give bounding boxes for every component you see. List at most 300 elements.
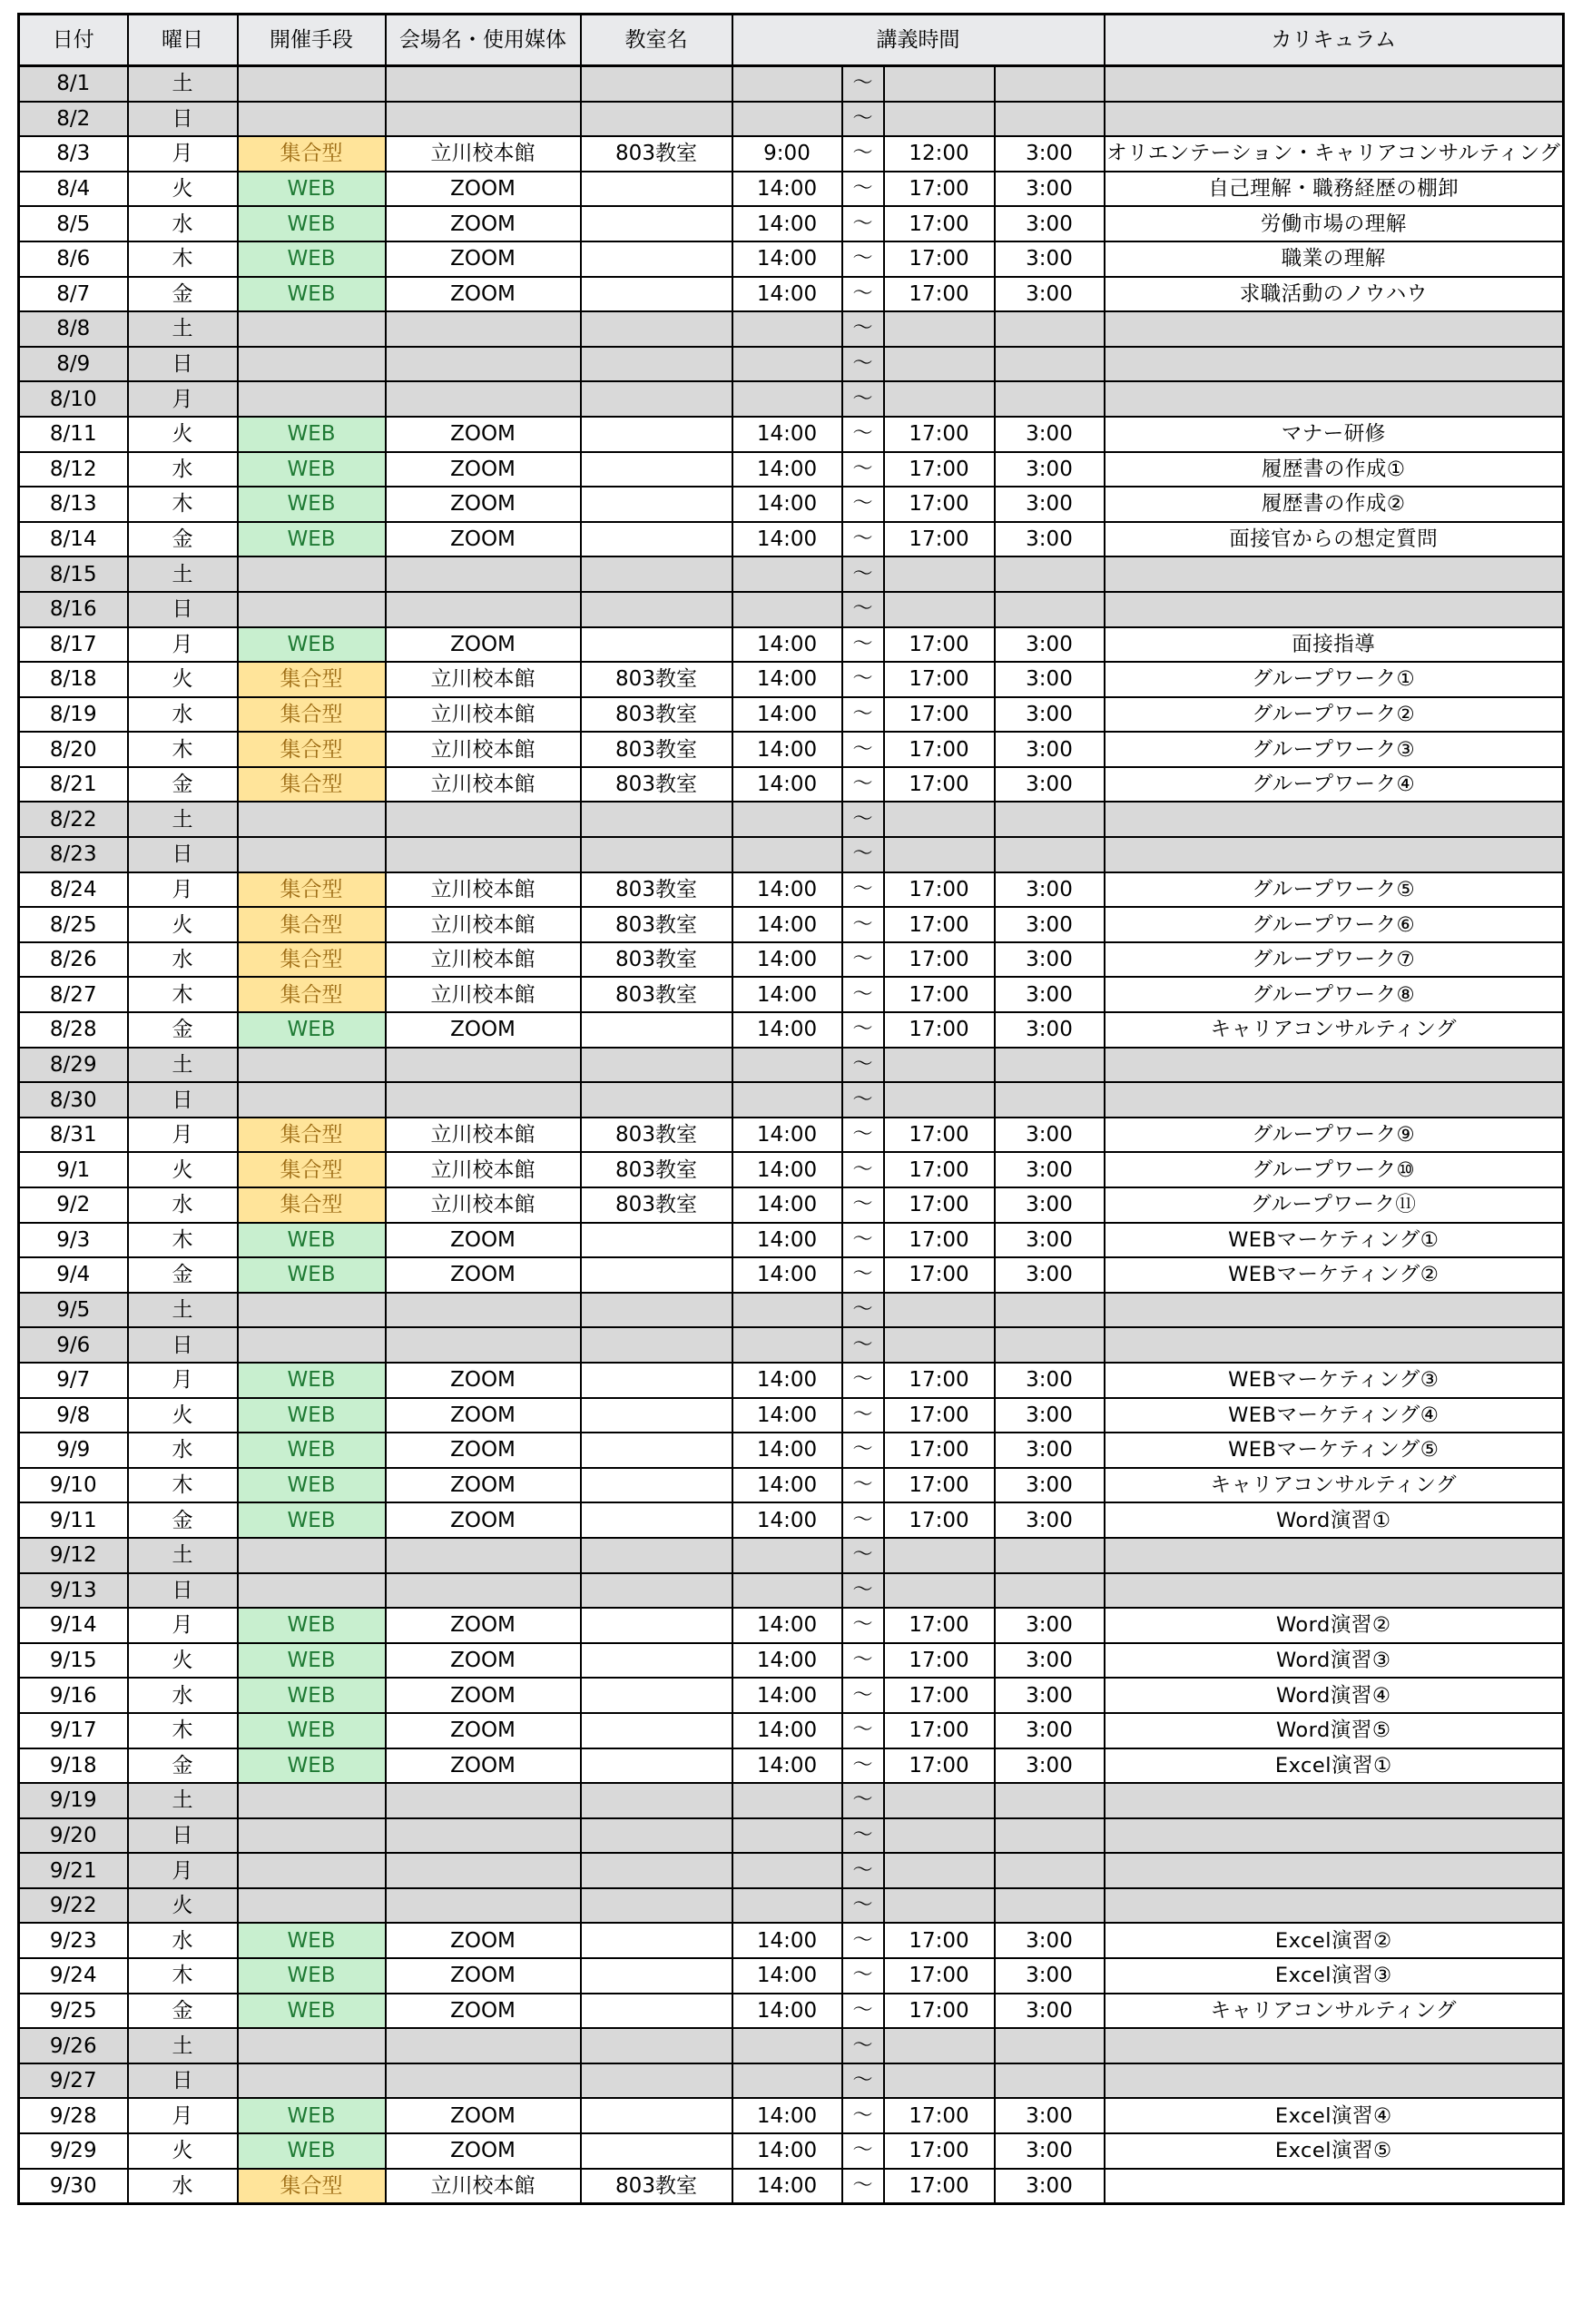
table-row bbox=[19, 662, 1564, 697]
date-cell: 8/21 bbox=[19, 767, 128, 803]
table-row bbox=[19, 241, 1564, 277]
room-cell bbox=[581, 1713, 732, 1748]
mode-cell bbox=[238, 592, 386, 627]
room-cell bbox=[581, 1994, 732, 2029]
room-cell: 803教室 bbox=[581, 136, 732, 172]
date-cell: 8/29 bbox=[19, 1048, 128, 1083]
time-separator: 〜 bbox=[842, 627, 884, 663]
venue-cell bbox=[386, 2028, 581, 2063]
mode-cell bbox=[238, 1293, 386, 1328]
date-cell: 9/26 bbox=[19, 2028, 128, 2063]
weekday-cell: 日 bbox=[128, 1573, 238, 1609]
venue-cell: ZOOM bbox=[386, 1433, 581, 1468]
room-cell bbox=[581, 1818, 732, 1854]
date-cell: 9/15 bbox=[19, 1643, 128, 1679]
table-row bbox=[19, 2098, 1564, 2133]
end-time-cell: 17:00 bbox=[884, 1223, 995, 1258]
start-time-cell bbox=[732, 1783, 842, 1818]
mode-cell bbox=[238, 311, 386, 347]
duration-cell bbox=[995, 102, 1105, 137]
curriculum-cell bbox=[1105, 1293, 1564, 1328]
mode-cell: 集合型 bbox=[238, 1152, 386, 1187]
time-separator: 〜 bbox=[842, 311, 884, 347]
mode-cell: WEB bbox=[238, 241, 386, 277]
duration-cell bbox=[995, 802, 1105, 837]
weekday-cell: 月 bbox=[128, 381, 238, 417]
duration-cell: 3:00 bbox=[995, 452, 1105, 487]
weekday-cell: 火 bbox=[128, 907, 238, 942]
venue-cell bbox=[386, 1048, 581, 1083]
date-cell: 8/11 bbox=[19, 417, 128, 452]
venue-cell bbox=[386, 1293, 581, 1328]
room-cell bbox=[581, 556, 732, 592]
end-time-cell: 17:00 bbox=[884, 2169, 995, 2204]
duration-cell: 3:00 bbox=[995, 942, 1105, 978]
date-cell: 8/8 bbox=[19, 311, 128, 347]
start-time-cell: 14:00 bbox=[732, 697, 842, 733]
end-time-cell: 17:00 bbox=[884, 1643, 995, 1679]
date-cell: 9/8 bbox=[19, 1398, 128, 1433]
weekday-cell: 水 bbox=[128, 942, 238, 978]
curriculum-cell: グループワーク⑧ bbox=[1105, 977, 1564, 1012]
table-row bbox=[19, 136, 1564, 172]
duration-cell: 3:00 bbox=[995, 136, 1105, 172]
start-time-cell: 14:00 bbox=[732, 487, 842, 522]
mode-cell: WEB bbox=[238, 277, 386, 312]
room-cell bbox=[581, 277, 732, 312]
end-time-cell bbox=[884, 1853, 995, 1888]
table-row bbox=[19, 1327, 1564, 1363]
table-row bbox=[19, 1293, 1564, 1328]
mode-cell: WEB bbox=[238, 1257, 386, 1293]
curriculum-cell: Excel演習③ bbox=[1105, 1958, 1564, 1994]
table-row bbox=[19, 627, 1564, 663]
curriculum-cell: 履歴書の作成① bbox=[1105, 452, 1564, 487]
end-time-cell: 17:00 bbox=[884, 627, 995, 663]
venue-cell: ZOOM bbox=[386, 1223, 581, 1258]
date-cell: 8/1 bbox=[19, 66, 128, 102]
room-cell: 803教室 bbox=[581, 767, 732, 803]
mode-cell bbox=[238, 1818, 386, 1854]
table-row bbox=[19, 907, 1564, 942]
duration-cell bbox=[995, 381, 1105, 417]
table-row bbox=[19, 1398, 1564, 1433]
table-row bbox=[19, 1152, 1564, 1187]
date-cell: 8/24 bbox=[19, 872, 128, 908]
end-time-cell: 17:00 bbox=[884, 1152, 995, 1187]
weekday-cell: 金 bbox=[128, 1748, 238, 1784]
venue-cell bbox=[386, 1082, 581, 1118]
table-row bbox=[19, 1994, 1564, 2029]
time-separator: 〜 bbox=[842, 556, 884, 592]
start-time-cell: 14:00 bbox=[732, 1223, 842, 1258]
start-time-cell: 14:00 bbox=[732, 662, 842, 697]
duration-cell: 3:00 bbox=[995, 1257, 1105, 1293]
table-row bbox=[19, 347, 1564, 382]
weekday-cell: 木 bbox=[128, 732, 238, 767]
time-separator: 〜 bbox=[842, 172, 884, 207]
time-separator: 〜 bbox=[842, 1257, 884, 1293]
room-cell bbox=[581, 1327, 732, 1363]
venue-cell bbox=[386, 2063, 581, 2099]
venue-cell: ZOOM bbox=[386, 2098, 581, 2133]
mode-cell bbox=[238, 1048, 386, 1083]
start-time-cell bbox=[732, 1293, 842, 1328]
table-row bbox=[19, 206, 1564, 241]
mode-cell: WEB bbox=[238, 1502, 386, 1538]
duration-cell bbox=[995, 66, 1105, 102]
room-cell: 803教室 bbox=[581, 662, 732, 697]
venue-cell: 立川校本館 bbox=[386, 942, 581, 978]
room-cell bbox=[581, 1433, 732, 1468]
weekday-cell: 木 bbox=[128, 1468, 238, 1503]
mode-cell: 集合型 bbox=[238, 1187, 386, 1223]
table-row bbox=[19, 732, 1564, 767]
schedule-table bbox=[17, 13, 1565, 2205]
mode-cell: WEB bbox=[238, 522, 386, 557]
end-time-cell: 17:00 bbox=[884, 172, 995, 207]
curriculum-cell bbox=[1105, 802, 1564, 837]
time-separator: 〜 bbox=[842, 522, 884, 557]
curriculum-cell: Word演習⑤ bbox=[1105, 1713, 1564, 1748]
end-time-cell: 17:00 bbox=[884, 487, 995, 522]
duration-cell: 3:00 bbox=[995, 1748, 1105, 1784]
time-separator: 〜 bbox=[842, 1748, 884, 1784]
duration-cell: 3:00 bbox=[995, 732, 1105, 767]
room-cell: 803教室 bbox=[581, 1118, 732, 1153]
table-row bbox=[19, 311, 1564, 347]
mode-cell bbox=[238, 1783, 386, 1818]
duration-cell bbox=[995, 592, 1105, 627]
end-time-cell bbox=[884, 2063, 995, 2099]
time-separator: 〜 bbox=[842, 1468, 884, 1503]
date-cell: 9/4 bbox=[19, 1257, 128, 1293]
duration-cell: 3:00 bbox=[995, 1223, 1105, 1258]
date-cell: 9/16 bbox=[19, 1678, 128, 1713]
end-time-cell bbox=[884, 1573, 995, 1609]
curriculum-cell: Word演習② bbox=[1105, 1608, 1564, 1643]
time-separator: 〜 bbox=[842, 907, 884, 942]
venue-cell bbox=[386, 837, 581, 872]
curriculum-cell: Word演習④ bbox=[1105, 1678, 1564, 1713]
mode-cell: WEB bbox=[238, 1433, 386, 1468]
weekday-cell: 水 bbox=[128, 1923, 238, 1958]
weekday-cell: 金 bbox=[128, 1257, 238, 1293]
room-cell bbox=[581, 102, 732, 137]
curriculum-cell: 自己理解・職務経歴の棚卸 bbox=[1105, 172, 1564, 207]
table-row bbox=[19, 802, 1564, 837]
weekday-cell: 金 bbox=[128, 767, 238, 803]
time-separator: 〜 bbox=[842, 1994, 884, 2029]
curriculum-cell: グループワーク⑨ bbox=[1105, 1118, 1564, 1153]
start-time-cell: 14:00 bbox=[732, 277, 842, 312]
curriculum-cell bbox=[1105, 1783, 1564, 1818]
date-cell: 8/30 bbox=[19, 1082, 128, 1118]
mode-cell: WEB bbox=[238, 487, 386, 522]
duration-cell: 3:00 bbox=[995, 1994, 1105, 2029]
duration-cell: 3:00 bbox=[995, 417, 1105, 452]
weekday-cell: 火 bbox=[128, 1152, 238, 1187]
mode-cell bbox=[238, 66, 386, 102]
date-cell: 8/15 bbox=[19, 556, 128, 592]
room-cell bbox=[581, 1678, 732, 1713]
duration-cell: 3:00 bbox=[995, 1923, 1105, 1958]
weekday-cell: 月 bbox=[128, 2098, 238, 2133]
mode-cell: 集合型 bbox=[238, 872, 386, 908]
mode-cell: WEB bbox=[238, 1012, 386, 1048]
time-separator: 〜 bbox=[842, 347, 884, 382]
start-time-cell bbox=[732, 102, 842, 137]
time-separator: 〜 bbox=[842, 1888, 884, 1924]
start-time-cell: 14:00 bbox=[732, 2169, 842, 2204]
table-row bbox=[19, 1853, 1564, 1888]
weekday-cell: 土 bbox=[128, 1783, 238, 1818]
start-time-cell: 14:00 bbox=[732, 2133, 842, 2169]
curriculum-cell: グループワーク⑥ bbox=[1105, 907, 1564, 942]
start-time-cell: 14:00 bbox=[732, 1748, 842, 1784]
date-cell: 9/1 bbox=[19, 1152, 128, 1187]
table-row bbox=[19, 1223, 1564, 1258]
venue-cell: 立川校本館 bbox=[386, 662, 581, 697]
room-cell bbox=[581, 1923, 732, 1958]
weekday-cell: 火 bbox=[128, 2133, 238, 2169]
start-time-cell: 14:00 bbox=[732, 1643, 842, 1679]
weekday-cell: 土 bbox=[128, 1048, 238, 1083]
date-cell: 9/12 bbox=[19, 1538, 128, 1573]
room-cell bbox=[581, 2133, 732, 2169]
header-row bbox=[19, 15, 1564, 66]
room-cell bbox=[581, 487, 732, 522]
end-time-cell: 17:00 bbox=[884, 662, 995, 697]
mode-cell bbox=[238, 1573, 386, 1609]
end-time-cell: 17:00 bbox=[884, 1958, 995, 1994]
end-time-cell bbox=[884, 2028, 995, 2063]
duration-cell: 3:00 bbox=[995, 1502, 1105, 1538]
date-cell: 9/2 bbox=[19, 1187, 128, 1223]
end-time-cell: 17:00 bbox=[884, 697, 995, 733]
duration-cell: 3:00 bbox=[995, 1608, 1105, 1643]
date-cell: 8/13 bbox=[19, 487, 128, 522]
time-separator: 〜 bbox=[842, 1783, 884, 1818]
start-time-cell: 14:00 bbox=[732, 206, 842, 241]
curriculum-cell: グループワーク② bbox=[1105, 697, 1564, 733]
start-time-cell: 14:00 bbox=[732, 767, 842, 803]
weekday-cell: 木 bbox=[128, 487, 238, 522]
room-cell: 803教室 bbox=[581, 2169, 732, 2204]
date-cell: 8/14 bbox=[19, 522, 128, 557]
time-separator: 〜 bbox=[842, 277, 884, 312]
venue-cell: 立川校本館 bbox=[386, 1118, 581, 1153]
table-row bbox=[19, 1678, 1564, 1713]
weekday-cell: 水 bbox=[128, 206, 238, 241]
start-time-cell: 14:00 bbox=[732, 1502, 842, 1538]
end-time-cell bbox=[884, 1327, 995, 1363]
start-time-cell: 14:00 bbox=[732, 1187, 842, 1223]
date-cell: 8/20 bbox=[19, 732, 128, 767]
room-cell bbox=[581, 172, 732, 207]
table-row bbox=[19, 1187, 1564, 1223]
curriculum-cell bbox=[1105, 1888, 1564, 1924]
time-separator: 〜 bbox=[842, 1573, 884, 1609]
table-row bbox=[19, 1608, 1564, 1643]
date-cell: 9/7 bbox=[19, 1363, 128, 1398]
end-time-cell: 17:00 bbox=[884, 1994, 995, 2029]
room-cell: 803教室 bbox=[581, 942, 732, 978]
room-cell: 803教室 bbox=[581, 1152, 732, 1187]
time-separator: 〜 bbox=[842, 1923, 884, 1958]
time-separator: 〜 bbox=[842, 1538, 884, 1573]
time-separator: 〜 bbox=[842, 1643, 884, 1679]
mode-cell: WEB bbox=[238, 452, 386, 487]
mode-cell: WEB bbox=[238, 1678, 386, 1713]
end-time-cell: 17:00 bbox=[884, 1187, 995, 1223]
duration-cell bbox=[995, 556, 1105, 592]
time-separator: 〜 bbox=[842, 2063, 884, 2099]
venue-cell: ZOOM bbox=[386, 452, 581, 487]
date-cell: 9/20 bbox=[19, 1818, 128, 1854]
weekday-cell: 水 bbox=[128, 452, 238, 487]
header-weekday: 曜日 bbox=[128, 15, 238, 66]
duration-cell bbox=[995, 1082, 1105, 1118]
date-cell: 9/6 bbox=[19, 1327, 128, 1363]
mode-cell bbox=[238, 802, 386, 837]
date-cell: 8/9 bbox=[19, 347, 128, 382]
weekday-cell: 月 bbox=[128, 872, 238, 908]
start-time-cell: 14:00 bbox=[732, 1678, 842, 1713]
time-separator: 〜 bbox=[842, 1398, 884, 1433]
end-time-cell: 17:00 bbox=[884, 1748, 995, 1784]
duration-cell bbox=[995, 2028, 1105, 2063]
date-cell: 9/30 bbox=[19, 2169, 128, 2204]
duration-cell: 3:00 bbox=[995, 2169, 1105, 2204]
date-cell: 8/22 bbox=[19, 802, 128, 837]
room-cell: 803教室 bbox=[581, 977, 732, 1012]
duration-cell: 3:00 bbox=[995, 1363, 1105, 1398]
date-cell: 8/23 bbox=[19, 837, 128, 872]
weekday-cell: 水 bbox=[128, 1433, 238, 1468]
end-time-cell: 17:00 bbox=[884, 2098, 995, 2133]
start-time-cell bbox=[732, 556, 842, 592]
date-cell: 8/27 bbox=[19, 977, 128, 1012]
time-separator: 〜 bbox=[842, 136, 884, 172]
room-cell bbox=[581, 2098, 732, 2133]
mode-cell: 集合型 bbox=[238, 136, 386, 172]
mode-cell bbox=[238, 1888, 386, 1924]
weekday-cell: 日 bbox=[128, 2063, 238, 2099]
curriculum-cell: 面接指導 bbox=[1105, 627, 1564, 663]
table-row bbox=[19, 1257, 1564, 1293]
venue-cell: ZOOM bbox=[386, 1748, 581, 1784]
curriculum-cell: グループワーク⑦ bbox=[1105, 942, 1564, 978]
date-cell: 8/16 bbox=[19, 592, 128, 627]
start-time-cell: 14:00 bbox=[732, 1468, 842, 1503]
weekday-cell: 水 bbox=[128, 1678, 238, 1713]
end-time-cell: 17:00 bbox=[884, 1713, 995, 1748]
date-cell: 8/19 bbox=[19, 697, 128, 733]
room-cell bbox=[581, 1468, 732, 1503]
room-cell bbox=[581, 1538, 732, 1573]
mode-cell: WEB bbox=[238, 417, 386, 452]
curriculum-cell bbox=[1105, 1082, 1564, 1118]
end-time-cell bbox=[884, 66, 995, 102]
venue-cell: ZOOM bbox=[386, 417, 581, 452]
table-row bbox=[19, 1118, 1564, 1153]
end-time-cell: 17:00 bbox=[884, 522, 995, 557]
curriculum-cell: Excel演習④ bbox=[1105, 2098, 1564, 2133]
end-time-cell bbox=[884, 556, 995, 592]
venue-cell: ZOOM bbox=[386, 1994, 581, 2029]
venue-cell bbox=[386, 1888, 581, 1924]
table-row bbox=[19, 837, 1564, 872]
curriculum-cell: 求職活動のノウハウ bbox=[1105, 277, 1564, 312]
curriculum-cell: Excel演習① bbox=[1105, 1748, 1564, 1784]
mode-cell: 集合型 bbox=[238, 767, 386, 803]
start-time-cell bbox=[732, 592, 842, 627]
room-cell bbox=[581, 241, 732, 277]
end-time-cell bbox=[884, 1818, 995, 1854]
curriculum-cell bbox=[1105, 2028, 1564, 2063]
mode-cell: 集合型 bbox=[238, 2169, 386, 2204]
mode-cell: 集合型 bbox=[238, 1118, 386, 1153]
weekday-cell: 火 bbox=[128, 1398, 238, 1433]
end-time-cell: 12:00 bbox=[884, 136, 995, 172]
venue-cell: ZOOM bbox=[386, 1257, 581, 1293]
date-cell: 9/11 bbox=[19, 1502, 128, 1538]
time-separator: 〜 bbox=[842, 1293, 884, 1328]
duration-cell: 3:00 bbox=[995, 1118, 1105, 1153]
time-separator: 〜 bbox=[842, 1187, 884, 1223]
weekday-cell: 金 bbox=[128, 522, 238, 557]
time-separator: 〜 bbox=[842, 1048, 884, 1083]
venue-cell bbox=[386, 102, 581, 137]
mode-cell: WEB bbox=[238, 1643, 386, 1679]
venue-cell: 立川校本館 bbox=[386, 767, 581, 803]
end-time-cell: 17:00 bbox=[884, 1363, 995, 1398]
table-row bbox=[19, 1363, 1564, 1398]
venue-cell: ZOOM bbox=[386, 241, 581, 277]
weekday-cell: 日 bbox=[128, 1818, 238, 1854]
weekday-cell: 土 bbox=[128, 2028, 238, 2063]
mode-cell bbox=[238, 2063, 386, 2099]
room-cell bbox=[581, 1502, 732, 1538]
venue-cell: 立川校本館 bbox=[386, 732, 581, 767]
date-cell: 9/24 bbox=[19, 1958, 128, 1994]
table-row bbox=[19, 697, 1564, 733]
time-separator: 〜 bbox=[842, 2133, 884, 2169]
end-time-cell: 17:00 bbox=[884, 1608, 995, 1643]
time-separator: 〜 bbox=[842, 697, 884, 733]
time-separator: 〜 bbox=[842, 1118, 884, 1153]
mode-cell: 集合型 bbox=[238, 697, 386, 733]
date-cell: 9/25 bbox=[19, 1994, 128, 2029]
time-separator: 〜 bbox=[842, 732, 884, 767]
room-cell bbox=[581, 1608, 732, 1643]
duration-cell: 3:00 bbox=[995, 767, 1105, 803]
weekday-cell: 木 bbox=[128, 1713, 238, 1748]
duration-cell bbox=[995, 311, 1105, 347]
table-row bbox=[19, 1502, 1564, 1538]
mode-cell: WEB bbox=[238, 627, 386, 663]
end-time-cell bbox=[884, 1293, 995, 1328]
end-time-cell: 17:00 bbox=[884, 1118, 995, 1153]
start-time-cell: 14:00 bbox=[732, 1012, 842, 1048]
room-cell bbox=[581, 1748, 732, 1784]
duration-cell: 3:00 bbox=[995, 872, 1105, 908]
table-row bbox=[19, 872, 1564, 908]
time-separator: 〜 bbox=[842, 1608, 884, 1643]
end-time-cell bbox=[884, 347, 995, 382]
mode-cell bbox=[238, 347, 386, 382]
